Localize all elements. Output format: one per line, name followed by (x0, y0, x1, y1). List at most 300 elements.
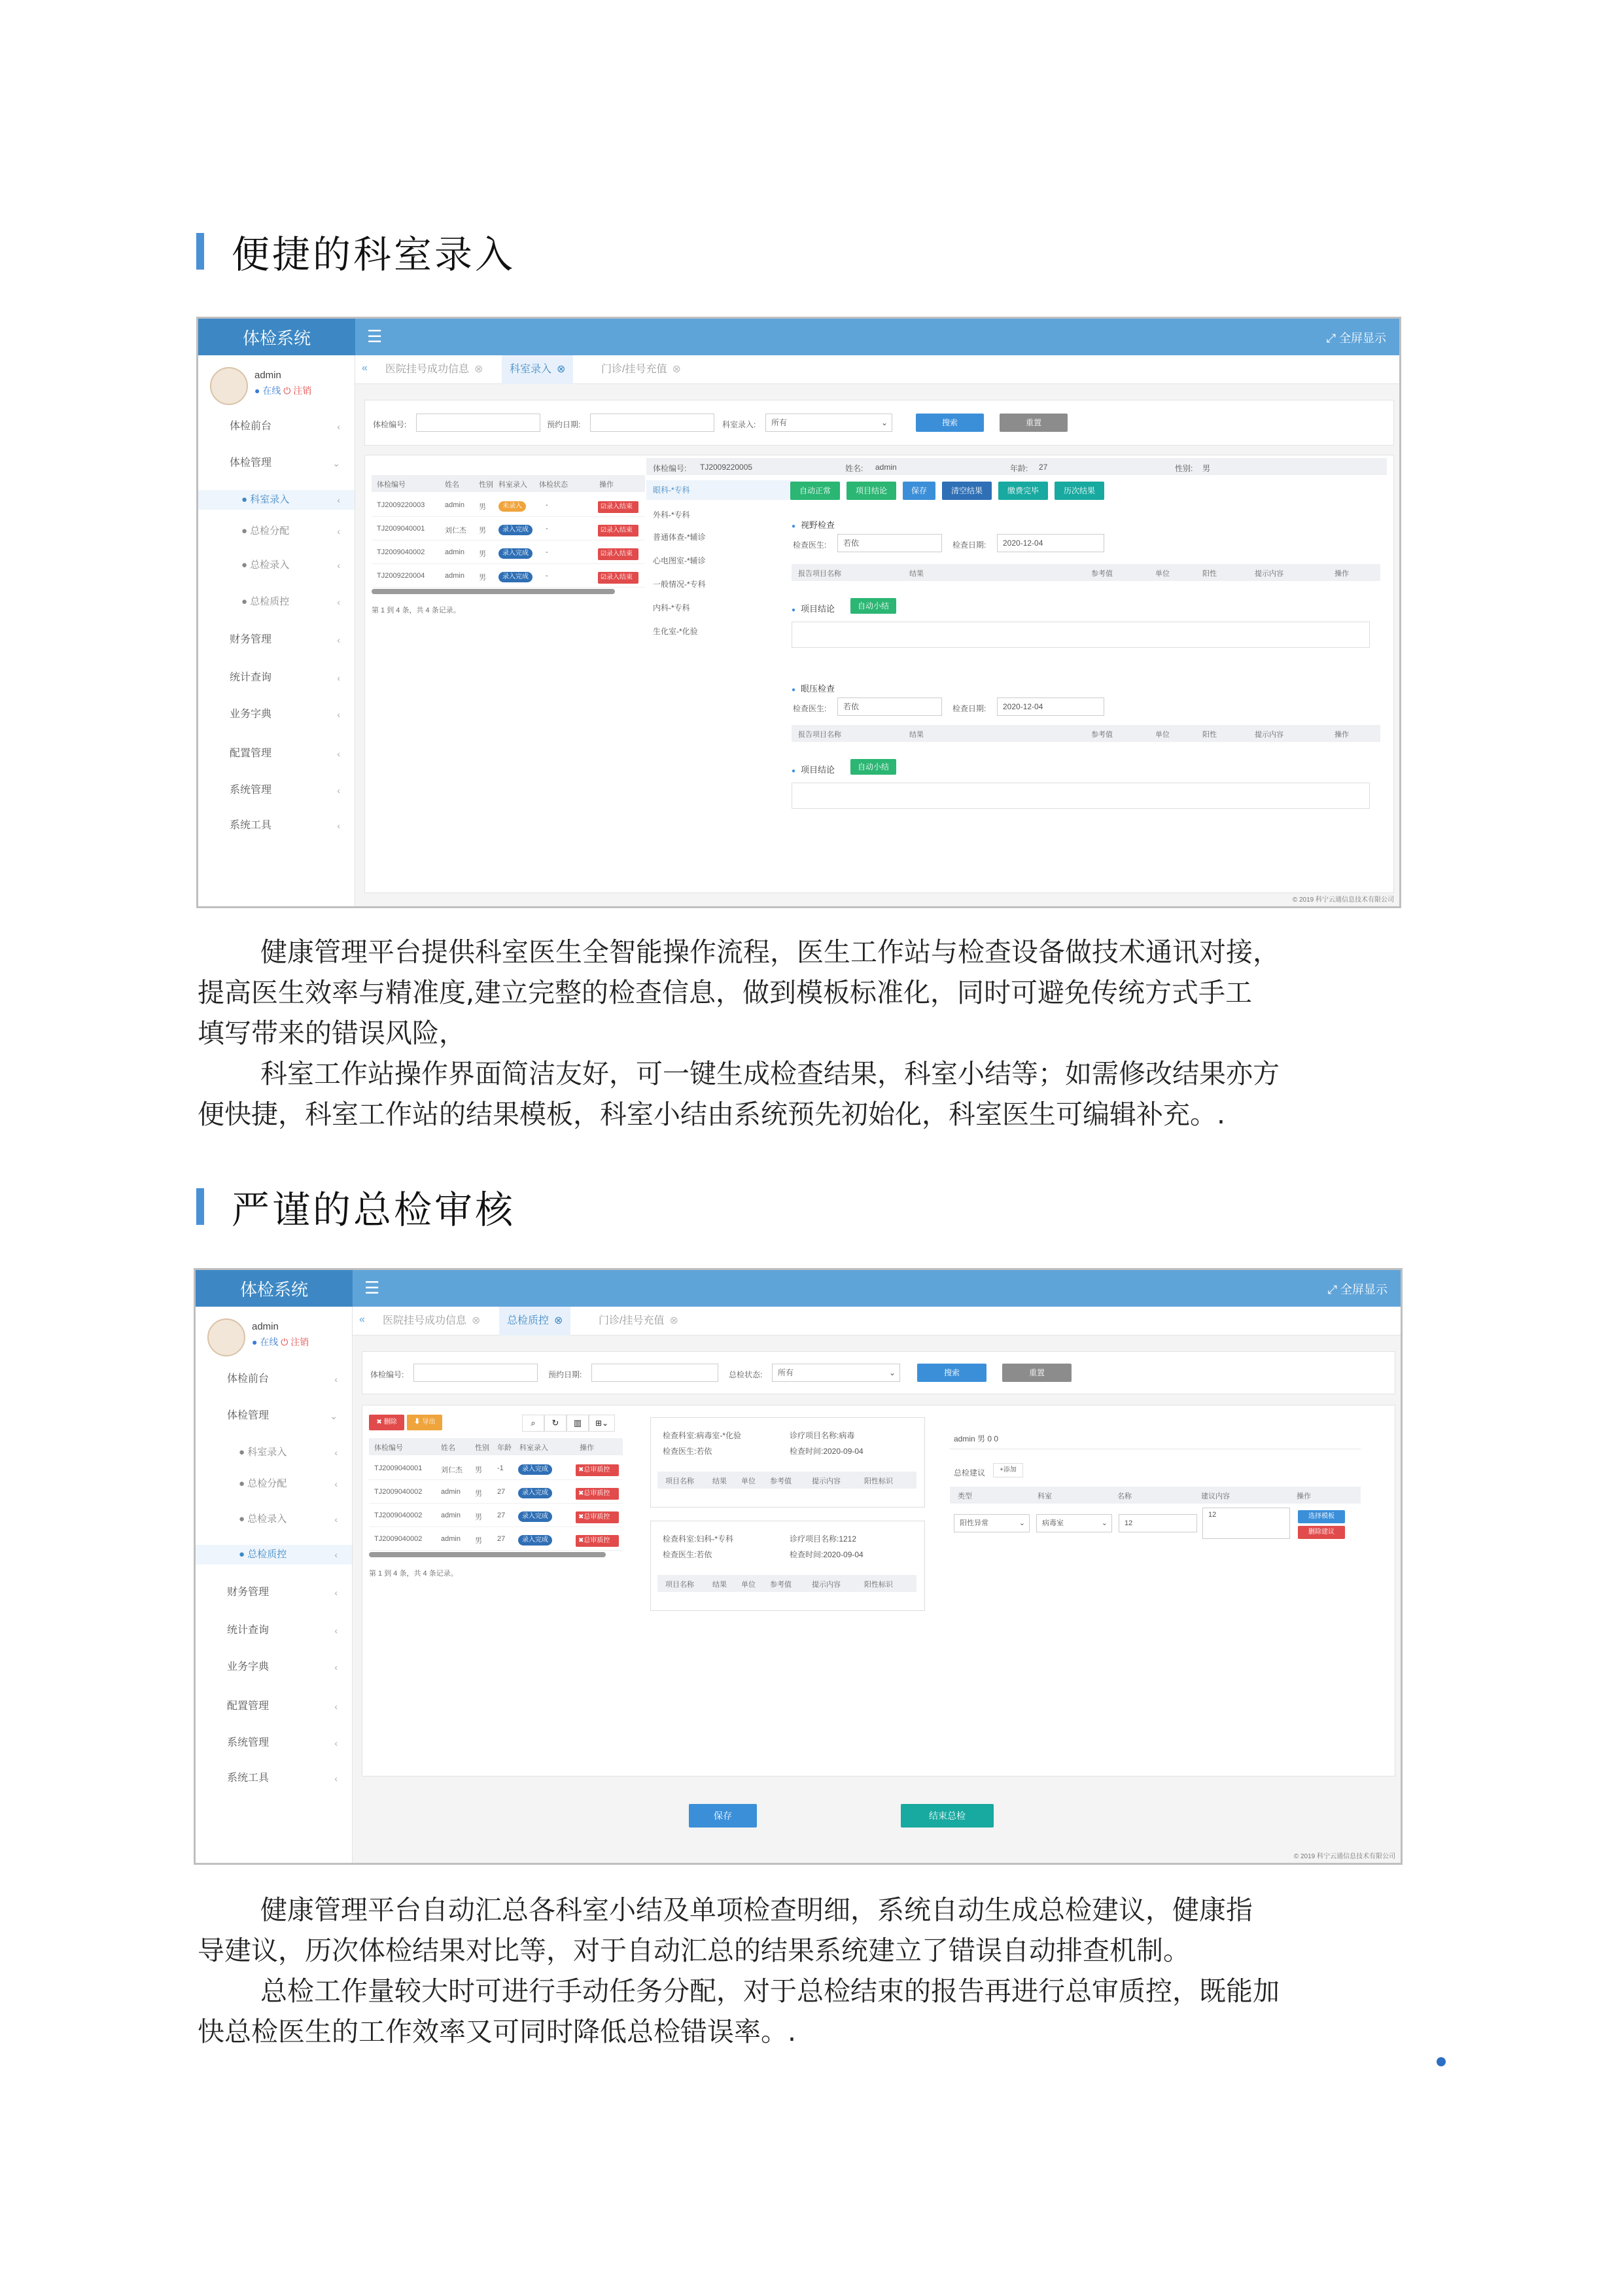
col-header: 结果 (712, 1477, 727, 1485)
advice-content-value: 12 (1208, 1511, 1217, 1519)
state-label: 总检状态: (729, 1370, 763, 1379)
avatar (210, 367, 248, 405)
col-header: 提示内容 (1255, 731, 1283, 739)
section-title-2 (196, 1183, 515, 1230)
tab-quality[interactable] (499, 1307, 570, 1335)
paragraph-line: 填写带来的错误风险， (198, 1017, 466, 1049)
col-header: 体检编号 (377, 481, 406, 489)
dept-item[interactable]: 生化室-*化验 (653, 627, 698, 636)
dept-item[interactable]: 普通体查-*辅诊 (653, 533, 706, 542)
cell-state: - (546, 525, 548, 533)
table-row[interactable] (372, 565, 645, 588)
status-badge: 录入完成 (518, 1511, 552, 1522)
horizontal-scrollbar[interactable] (372, 589, 615, 594)
info-label: 性别: (1175, 464, 1193, 473)
sidebar-item-system[interactable] (196, 1733, 352, 1753)
avatar (207, 1318, 245, 1356)
clear-results-button[interactable]: 清空结果 (942, 482, 992, 500)
col-header: 阳性标识 (864, 1581, 893, 1589)
tab-label: 门诊/挂号充值 (601, 364, 667, 375)
nav-label: 业务字典 (227, 1661, 270, 1672)
pagination-info: 第 1 到 4 条，共 4 条记录。 (369, 1570, 458, 1578)
col-header: 操作 (599, 481, 614, 489)
cell-age: 27 (497, 1535, 506, 1543)
tab-bar (353, 1307, 1401, 1335)
chevron-left-icon: ‹ (334, 1479, 338, 1489)
col-header: 操作 (1297, 1492, 1311, 1500)
finish-entry-button[interactable]: ☑录入结束 (598, 501, 638, 513)
section-title-text: 便捷的科室录入 (232, 232, 516, 277)
bullet-icon: ● (239, 1549, 248, 1560)
section-title-text: 严谨的总检审核 (232, 1188, 516, 1232)
cell-state: - (546, 501, 548, 509)
status-badge: 录入完成 (518, 1464, 552, 1475)
cell-name: admin (441, 1488, 461, 1496)
cell-sex: 男 (475, 1537, 482, 1545)
entry-select[interactable] (765, 414, 892, 432)
nav-label: 财务管理 (227, 1587, 270, 1598)
dept-item[interactable]: 一般情况-*专科 (653, 580, 706, 589)
nav-label: 财务管理 (230, 634, 272, 645)
card-time: 检查时间:2020-09-04 (790, 1550, 864, 1559)
table-row[interactable] (369, 1481, 623, 1504)
advice-content-textarea[interactable] (1202, 1508, 1290, 1539)
close-icon[interactable]: ⊗ (554, 1315, 563, 1326)
tab-bar (355, 355, 1399, 384)
exam-date-value: 2020-12-04 (1003, 702, 1043, 711)
col-header: 单位 (1155, 570, 1170, 578)
advice-label: 总检建议 (954, 1468, 986, 1477)
col-header: 结果 (909, 570, 924, 578)
chevron-left-icon: ‹ (337, 821, 340, 831)
nav-label: 系统管理 (227, 1737, 270, 1748)
nav-label: 体检前台 (227, 1373, 270, 1385)
col-header: 报告项目名称 (798, 731, 841, 739)
sidebar-item-tools[interactable] (196, 1769, 352, 1788)
dept-item[interactable]: 眼科-*专科 (646, 480, 795, 500)
cell-id: TJ2009040001 (374, 1464, 423, 1472)
dept-item[interactable]: 心电图室-*辅诊 (653, 556, 706, 565)
chevron-left-icon: ‹ (334, 1587, 338, 1598)
paragraph-line: 便快捷，科室工作站的结果模板，科室小结由系统预先初始化，科室医生可编辑补充。. (198, 1099, 1226, 1130)
col-header: 参考值 (1091, 731, 1113, 739)
fullscreen-button[interactable] (1328, 1280, 1387, 1298)
cell-sex: 男 (479, 503, 486, 511)
col-header: 名称 (1117, 1492, 1132, 1500)
patient-info-bar (646, 458, 1387, 475)
search-button[interactable]: 搜索 (916, 414, 984, 432)
dept-item[interactable]: 外科-*专科 (653, 510, 690, 520)
hamburger-icon[interactable]: ☰ (367, 327, 383, 346)
delete-button[interactable]: ✖ 删除 (369, 1415, 404, 1430)
col-header: 年龄 (497, 1444, 512, 1452)
sidebar-item-quality[interactable] (198, 592, 355, 612)
cell-age: -1 (497, 1464, 504, 1472)
sidebar-item-config[interactable] (196, 1697, 352, 1716)
sidebar-item-final-entry[interactable] (196, 1510, 352, 1529)
advice-name-input[interactable] (1119, 1514, 1197, 1532)
nav-label: 总检质控 (247, 1549, 287, 1560)
tab-label: 门诊/挂号充值 (599, 1315, 665, 1326)
summary-textarea[interactable] (792, 783, 1370, 809)
screenshot-department-entry (196, 317, 1401, 908)
col-header: 提示内容 (812, 1581, 841, 1589)
advice-dept-select[interactable] (1036, 1514, 1112, 1532)
sidebar-item-assign[interactable] (198, 521, 355, 541)
card-table-header (657, 1472, 916, 1489)
col-header: 类型 (958, 1492, 972, 1500)
chevron-left-icon: ‹ (337, 495, 340, 505)
col-header: 阳性 (1202, 731, 1217, 739)
state-select[interactable] (772, 1364, 900, 1382)
status-badge: 录入完成 (498, 525, 532, 535)
chevron-left-icon: ‹ (337, 709, 340, 720)
cell-id: TJ2009220004 (377, 572, 425, 580)
col-header: 阳性 (1202, 570, 1217, 578)
cell-state: - (546, 572, 548, 580)
pagination-info: 第 1 到 4 条，共 4 条记录。 (372, 607, 461, 614)
close-icon[interactable]: ⊗ (472, 1315, 481, 1326)
col-header: 单位 (1155, 731, 1170, 739)
quality-check-button[interactable]: ✖总审质控 (576, 1488, 619, 1500)
nav-label: 系统工具 (227, 1773, 270, 1784)
col-header: 科室 (1038, 1492, 1052, 1500)
col-header: 项目名称 (665, 1581, 694, 1589)
col-header: 操作 (580, 1444, 594, 1452)
cell-name: admin (441, 1535, 461, 1543)
info-label: 年龄: (1010, 464, 1028, 473)
col-header: 项目名称 (665, 1477, 694, 1485)
exam-date-label: 检查日期: (952, 704, 986, 713)
card-table-header (657, 1575, 916, 1592)
section-2-body (198, 1890, 1421, 2052)
close-icon[interactable]: ⊗ (669, 1315, 678, 1326)
sidebar-item-assign[interactable] (196, 1474, 352, 1494)
search-icon[interactable]: ⌕ (522, 1415, 544, 1432)
finish-entry-button[interactable]: ☑录入结束 (598, 548, 638, 560)
table-row[interactable] (372, 518, 645, 540)
table-row[interactable] (369, 1505, 623, 1527)
auto-summary-button[interactable]: 自动小结 (850, 759, 896, 775)
nav-label: 总检录入 (247, 1513, 287, 1525)
cell-id: TJ2009040002 (374, 1535, 423, 1543)
reset-button[interactable]: 重置 (1000, 414, 1068, 432)
close-icon[interactable]: ⊗ (672, 364, 681, 375)
paragraph-line: 总检工作量较大时可进行手动任务分配，对于总检结束的报告再进行总审质控，既能加 (260, 1975, 1280, 2007)
table-row[interactable] (369, 1528, 623, 1551)
entry-label: 科室录入: (722, 420, 756, 429)
hamburger-icon[interactable]: ☰ (364, 1278, 380, 1298)
expand-icon: ⤢ (1326, 332, 1339, 345)
sidebar-item-final-entry[interactable] (198, 556, 355, 575)
sidebar-item-config[interactable] (198, 744, 355, 764)
paragraph-line: 科室工作站操作界面简洁友好，可一键生成检查结果，科室小结等；如需修改结果亦方 (260, 1058, 1280, 1089)
sidebar-item-finance[interactable] (198, 630, 355, 650)
exam-date-input[interactable] (997, 534, 1104, 552)
sidebar-item-management[interactable] (198, 453, 355, 473)
cell-sex: 男 (479, 574, 486, 582)
cell-name: admin (445, 548, 464, 556)
exam-date-input[interactable] (997, 698, 1104, 716)
auto-normal-button[interactable]: 自动正常 (790, 482, 840, 500)
doctor-value: 若依 (843, 702, 860, 711)
exam-block-title: ● 眼压检查 (792, 682, 835, 694)
list-table-header (372, 475, 645, 492)
fullscreen-button[interactable] (1327, 329, 1386, 346)
quality-check-button[interactable]: ✖总审质控 (576, 1511, 619, 1523)
chevron-down-icon: ⌄ (888, 1368, 896, 1377)
sidebar-item-finance[interactable] (196, 1583, 352, 1602)
chevron-left-icon: ‹ (334, 1549, 338, 1560)
sidebar-item-tools[interactable] (198, 816, 355, 836)
cell-id: TJ2009040002 (377, 548, 425, 556)
search-panel (362, 1351, 1395, 1394)
info-label: 体检编号: (653, 464, 687, 473)
col-header: 操作 (1335, 731, 1349, 739)
export-button[interactable]: ⬇ 导出 (407, 1415, 442, 1430)
cell-age: 27 (497, 1488, 506, 1496)
chevron-down-icon: ⌄ (881, 418, 888, 427)
col-header: 阳性标识 (864, 1477, 893, 1485)
chevron-left-icon: ‹ (334, 1514, 338, 1525)
nav-label: 科室录入 (247, 1447, 287, 1458)
col-header: 结果 (909, 731, 924, 739)
summary-textarea[interactable] (792, 622, 1370, 648)
sidebar-item-dept-entry[interactable] (196, 1443, 352, 1462)
nav-label: 总检分配 (247, 1478, 287, 1489)
tab-recharge[interactable] (591, 1307, 686, 1335)
cell-sex: 男 (475, 1466, 482, 1474)
chevron-left-icon: ‹ (337, 526, 340, 537)
sidebar-item-stats[interactable] (198, 668, 355, 688)
nav-label: 业务字典 (230, 709, 272, 720)
reset-button[interactable]: 重置 (1002, 1364, 1072, 1382)
exam-no-input[interactable] (413, 1364, 538, 1382)
nav-label: 总检质控 (250, 596, 290, 607)
history-results-button[interactable]: 历次结果 (1055, 482, 1104, 500)
list-table-header (369, 1438, 623, 1455)
sidebar-item-quality[interactable] (196, 1545, 352, 1564)
refresh-icon[interactable]: ↻ (544, 1415, 567, 1432)
col-header: 操作 (1335, 570, 1349, 578)
fullscreen-label: 全屏显示 (1340, 1283, 1387, 1296)
paid-button[interactable]: 缴费完毕 (998, 482, 1048, 500)
patient-summary: admin 男 0 0 (954, 1434, 999, 1443)
add-advice-button[interactable]: +添加 (993, 1463, 1023, 1477)
status-badge: 未录入 (498, 501, 526, 512)
doctor-input[interactable] (837, 698, 942, 716)
table-row[interactable] (372, 495, 645, 517)
finish-entry-button[interactable]: ☑录入结束 (598, 572, 638, 584)
chevron-left-icon: ‹ (334, 1374, 338, 1385)
exam-card (650, 1521, 925, 1611)
quality-check-button[interactable]: ✖总审质控 (576, 1464, 619, 1476)
cell-name: admin (445, 572, 464, 580)
exam-card (650, 1417, 925, 1508)
nav-label: 体检管理 (227, 1410, 270, 1421)
col-header: 性别 (479, 481, 493, 489)
col-header: 性别 (475, 1444, 489, 1452)
cell-name: admin (441, 1511, 461, 1519)
nav-label: 系统管理 (230, 785, 272, 796)
sidebar-item-management[interactable] (196, 1406, 352, 1426)
col-header: 建议内容 (1201, 1492, 1230, 1500)
bullet-icon: ● (239, 1447, 248, 1458)
title-accent-bar (196, 1188, 204, 1225)
nav-label: 总检分配 (250, 525, 290, 537)
chevron-left-icon: ‹ (334, 1662, 338, 1672)
chevron-left-icon: ‹ (337, 560, 340, 571)
search-panel (364, 400, 1394, 446)
columns-icon[interactable]: ▥ (567, 1415, 589, 1432)
result-table-header (792, 725, 1380, 742)
status-badge: 录入完成 (498, 572, 532, 582)
choose-template-button[interactable]: 选择模板 (1298, 1510, 1345, 1523)
sidebar-item-front[interactable] (198, 417, 355, 436)
online-status: ● 在线 (252, 1337, 279, 1347)
dept-item[interactable]: 内科-*专科 (653, 603, 690, 612)
decorative-dot (1437, 2057, 1446, 2066)
close-icon[interactable]: ⊗ (474, 364, 483, 375)
double-chevron-left-icon[interactable]: « (359, 1314, 365, 1325)
auto-summary-button[interactable]: 自动小结 (850, 598, 896, 614)
screenshot-final-review (194, 1268, 1403, 1865)
user-name: admin (254, 370, 281, 381)
chevron-left-icon: ‹ (337, 635, 340, 645)
save-button[interactable]: 保存 (689, 1804, 757, 1828)
col-header: 参考值 (770, 1581, 792, 1589)
tab-registration[interactable] (377, 355, 491, 384)
cell-age: 27 (497, 1511, 506, 1519)
chevron-left-icon: ‹ (337, 597, 340, 607)
chevron-down-icon: ⌄ (330, 1411, 338, 1421)
table-row[interactable] (372, 542, 645, 564)
col-header: 单位 (741, 1477, 756, 1485)
quality-check-button[interactable]: ✖总审质控 (576, 1535, 619, 1547)
cell-id: TJ2009220003 (377, 501, 425, 509)
paragraph-line: 健康管理平台自动汇总各科室小结及单项检查明细，系统自动生成总检建议，健康指 (260, 1894, 1253, 1926)
card-item: 诊疗项目名称:病毒 (790, 1431, 855, 1440)
online-status: ● 在线 (254, 385, 281, 396)
exam-no-input[interactable] (416, 414, 540, 432)
cell-sex: 男 (479, 527, 486, 535)
nav-label: 总检录入 (250, 559, 290, 571)
sidebar-item-stats[interactable] (196, 1621, 352, 1640)
paragraph-line: 导建议，历次体检结果对比等，对于自动汇总的结果系统建立了错误自动排查机制。 (198, 1935, 1190, 1966)
grid-menu-icon[interactable]: ⊞⌄ (589, 1415, 615, 1432)
sidebar-item-dictionary[interactable] (198, 705, 355, 724)
nav-label: 体检管理 (230, 457, 272, 468)
logout-link[interactable]: ⏻ 注销 (283, 385, 312, 396)
entry-select-value: 所有 (771, 418, 788, 427)
nav-label: 配置管理 (227, 1701, 270, 1712)
info-sex: 男 (1202, 464, 1211, 473)
status-badge: 录入完成 (498, 548, 532, 559)
exam-no-label: 体检编号: (370, 1370, 404, 1379)
info-exam-no: TJ2009220005 (700, 463, 753, 472)
section-title-1 (196, 228, 515, 275)
exam-date-label: 检查日期: (952, 540, 986, 550)
summary-label: ● 项目结论 (792, 763, 835, 775)
double-chevron-left-icon[interactable]: « (362, 362, 368, 374)
fullscreen-label: 全屏显示 (1339, 332, 1386, 345)
exam-date-value: 2020-12-04 (1003, 539, 1043, 548)
search-button[interactable]: 搜索 (917, 1364, 986, 1382)
sidebar-item-dictionary[interactable] (196, 1657, 352, 1677)
cell-name: 刘仁杰 (445, 527, 466, 535)
paragraph-line: 健康管理平台提供科室医生全智能操作流程，医生工作站与检查设备做技术通讯对接， (260, 936, 1280, 968)
item-conclusion-button[interactable]: 项目结论 (846, 482, 896, 500)
cell-id: TJ2009040002 (374, 1488, 423, 1496)
col-header: 科室录入 (519, 1444, 548, 1452)
sidebar-item-system[interactable] (198, 781, 355, 800)
copyright-text: © 2019 科宁云通信息技术有限公司 (1292, 896, 1394, 904)
advice-name-value: 12 (1125, 1519, 1133, 1527)
chevron-left-icon: ‹ (334, 1738, 338, 1748)
save-button[interactable]: 保存 (903, 482, 935, 500)
chevron-left-icon: ‹ (334, 1773, 338, 1784)
date-label: 预约日期: (548, 1370, 582, 1379)
chevron-left-icon: ‹ (334, 1701, 338, 1712)
info-label: 姓名: (845, 464, 864, 473)
col-header: 提示内容 (812, 1477, 841, 1485)
card-dept: 检查科室:病毒室-*化验 (663, 1431, 742, 1440)
card-doctor: 检查医生:若依 (663, 1550, 712, 1559)
tab-label: 科室录入 (510, 364, 552, 375)
advice-type-select[interactable] (954, 1514, 1030, 1532)
col-header: 体检编号 (374, 1444, 403, 1452)
info-age: 27 (1039, 463, 1048, 472)
exam-block-title: ● 视野检查 (792, 518, 835, 531)
finish-entry-button[interactable]: ☑录入结束 (598, 525, 638, 537)
finish-review-button[interactable]: 结束总检 (901, 1804, 994, 1828)
tab-label: 医院挂号成功信息 (385, 364, 470, 375)
doctor-label: 检查医生: (793, 704, 827, 713)
chevron-left-icon: ‹ (337, 673, 340, 683)
tab-registration[interactable] (375, 1307, 488, 1335)
close-icon[interactable]: ⊗ (557, 364, 566, 375)
logout-link[interactable]: ⏻ 注销 (281, 1337, 309, 1347)
col-header: 科室录入 (498, 481, 527, 489)
doctor-input[interactable] (837, 534, 942, 552)
sidebar-item-dept-entry[interactable] (198, 490, 355, 510)
date-input[interactable] (590, 414, 714, 432)
tab-dept-entry[interactable] (502, 355, 573, 384)
tab-recharge[interactable] (593, 355, 689, 384)
delete-advice-button[interactable]: 删除建议 (1298, 1526, 1345, 1539)
table-row[interactable] (369, 1458, 623, 1480)
col-header: 参考值 (1091, 570, 1113, 578)
card-dept: 检查科室:妇科-*专科 (663, 1534, 734, 1544)
col-header: 结果 (712, 1581, 727, 1589)
chevron-down-icon: ⌄ (1101, 1519, 1108, 1527)
copyright-text: © 2019 科宁云通信息技术有限公司 (1293, 1853, 1395, 1860)
card-time: 检查时间:2020-09-04 (790, 1447, 864, 1456)
horizontal-scrollbar[interactable] (369, 1552, 606, 1557)
advice-type-value: 阳性异常 (960, 1519, 988, 1527)
summary-label: ● 项目结论 (792, 602, 835, 614)
user-name: admin (252, 1321, 279, 1332)
nav-label: 配置管理 (230, 748, 272, 759)
col-header: 提示内容 (1255, 570, 1283, 578)
state-select-value: 所有 (778, 1368, 794, 1377)
sidebar-item-front[interactable] (196, 1369, 352, 1389)
date-label: 预约日期: (547, 420, 581, 429)
date-input[interactable] (591, 1364, 718, 1382)
content-panel (362, 1405, 1395, 1776)
tab-label: 总检质控 (507, 1315, 550, 1326)
bullet-icon: ● (241, 596, 251, 607)
